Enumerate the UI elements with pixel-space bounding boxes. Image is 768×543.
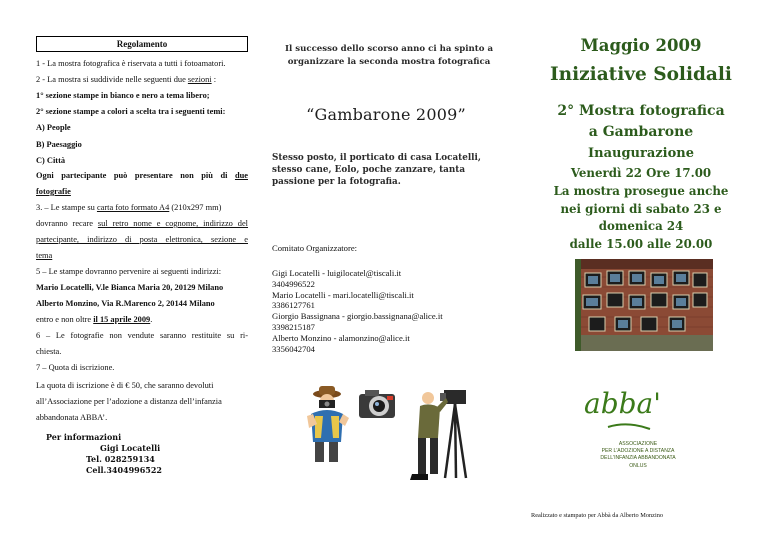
fotografie: fotografie: [36, 187, 71, 196]
contact-line: 3386127761: [272, 300, 315, 311]
photographer-clipart-icon: [295, 380, 355, 465]
regolamento-panel: [0, 0, 258, 543]
theme-b: B) Paesaggio: [36, 140, 82, 149]
rule-2: 2 - La mostra si suddivide nelle seguenti due sezioni :: [36, 75, 217, 84]
info-tel: Tel. 028259134: [86, 454, 155, 464]
contact-line: Giorgio Bassignana - giorgio.bassignana@alice.it: [272, 311, 443, 322]
event-title: “Gambarone 2009”: [306, 105, 466, 124]
stesso-text: [272, 152, 502, 188]
address-1: Mario Locatelli, V.le Bianca Maria 20, 20129 Milano: [36, 283, 224, 292]
stesso-line-2: stesso cane, Eolo, poche zanzare, tanta: [272, 165, 466, 175]
rule-3d: tema: [36, 251, 53, 260]
date-line: domenica 24: [598, 219, 684, 234]
assoc-line: ONLUS: [629, 462, 647, 469]
date-line: nei giorni di sabato 23 e: [560, 201, 722, 216]
rule-1: 1 - La mostra fotografica è riservata a tutti i fotoamatori.: [36, 59, 226, 68]
assoc-line: DELL'INFANZIA ABBANDONATA: [600, 455, 676, 462]
headline: Iniziative Solidali: [550, 64, 732, 85]
intro-text: [278, 43, 500, 69]
rule-7: 7 – Quota di iscrizione.: [36, 363, 115, 372]
info-name: Gigi Locatelli: [100, 443, 161, 453]
rule-6b: chiesta.: [36, 347, 62, 356]
abba-logo-icon: [578, 367, 678, 447]
regolamento-title: Regolamento: [36, 36, 248, 52]
rule-6: 6 – Le fotografie non vendute saranno restituite su ri-: [36, 331, 248, 340]
tripod-photographer-icon: [400, 382, 475, 482]
abba-logo: [578, 367, 678, 447]
rule-3c: partecipante, indirizzo di posta elettronica, sezione e: [36, 235, 248, 244]
contact-line: Alberto Monzino - alamonzino@alice.it: [272, 332, 410, 343]
assoc-line: PER L'ADOZIONE A DISTANZA: [601, 448, 675, 455]
inaugurazione: Inaugurazione: [588, 146, 694, 161]
mostra-title: [514, 101, 768, 143]
event-month: Maggio 2009: [580, 36, 702, 55]
contact-line: Mario Locatelli - mari.locatelli@tiscali.it: [272, 289, 414, 300]
logo-letters: abba': [584, 387, 661, 420]
section-2: 2° sezione stampe a colori a scelta tra i seguenti temi:: [36, 107, 226, 116]
theme-a: A) People: [36, 123, 71, 132]
quota-text: La quota di iscrizione è di € 50, che saranno devoluti all’Associazione per l’adozione a distanza dell’infanzia abbandonata ABBA’.: [36, 381, 222, 422]
contact-line: 3356042704: [272, 343, 315, 354]
contact-line: 3398215187: [272, 321, 315, 332]
credit-line: Realizzato e stampato per Abbà da Alberto Monzino: [531, 512, 664, 519]
comitato-label: Comitato Organizzatore:: [272, 243, 358, 253]
assoc-line: ASSOCIAZIONE: [618, 441, 658, 447]
info-contact: [86, 443, 162, 476]
date-line: La mostra prosegue anche: [553, 183, 729, 198]
section-1: 1° sezione stampe in bianco e nero a tema libero;: [36, 91, 210, 100]
info-label: Per informazioni: [46, 432, 122, 442]
intro-line-1: Il successo dello scorso anno ci ha spinto a: [284, 44, 494, 54]
contact-line: Gigi Locatelli - luigilocatel@tiscali.it: [272, 268, 402, 278]
contact-line: 3404996522: [272, 278, 315, 289]
stesso-line-3: passione per la fotografia.: [272, 177, 401, 187]
contacts-list: [272, 268, 443, 354]
exhibition-photo: [575, 259, 713, 351]
date-line: Venerdì 22 Ore 17.00: [570, 166, 712, 180]
ogni-partecipante: Ogni partecipante può presentare non più di due: [36, 171, 248, 180]
rule-5: 5 – Le stampe dovranno pervenire ai seguenti indirizzi:: [36, 267, 222, 276]
rule-3b: dovranno recare sul retro nome e cognome, indirizzo del: [36, 219, 249, 228]
theme-c: C) Città: [36, 156, 66, 165]
camera-icon: [355, 382, 400, 424]
mostra-line-2: a Gambarone: [588, 124, 694, 140]
association-name: [594, 441, 682, 470]
deadline: entro e non oltre il 15 aprile 2009.: [36, 315, 153, 324]
mostra-line-1: 2° Mostra fotografica: [557, 103, 725, 119]
dates-block: [514, 165, 768, 254]
address-2: Alberto Monzino, Via R.Marenco 2, 20144 Milano: [36, 299, 215, 308]
intro-line-2: organizzare la seconda mostra fotografica: [287, 57, 491, 67]
stesso-line-1: Stesso posto, il porticato di casa Locatelli,: [272, 153, 481, 163]
rule-3: 3. – Le stampe su carta foto formato A4 (210x297 mm): [36, 203, 222, 212]
date-line: dalle 15.00 alle 20.00: [569, 237, 713, 252]
info-cell: Cell.3404996522: [86, 465, 162, 475]
